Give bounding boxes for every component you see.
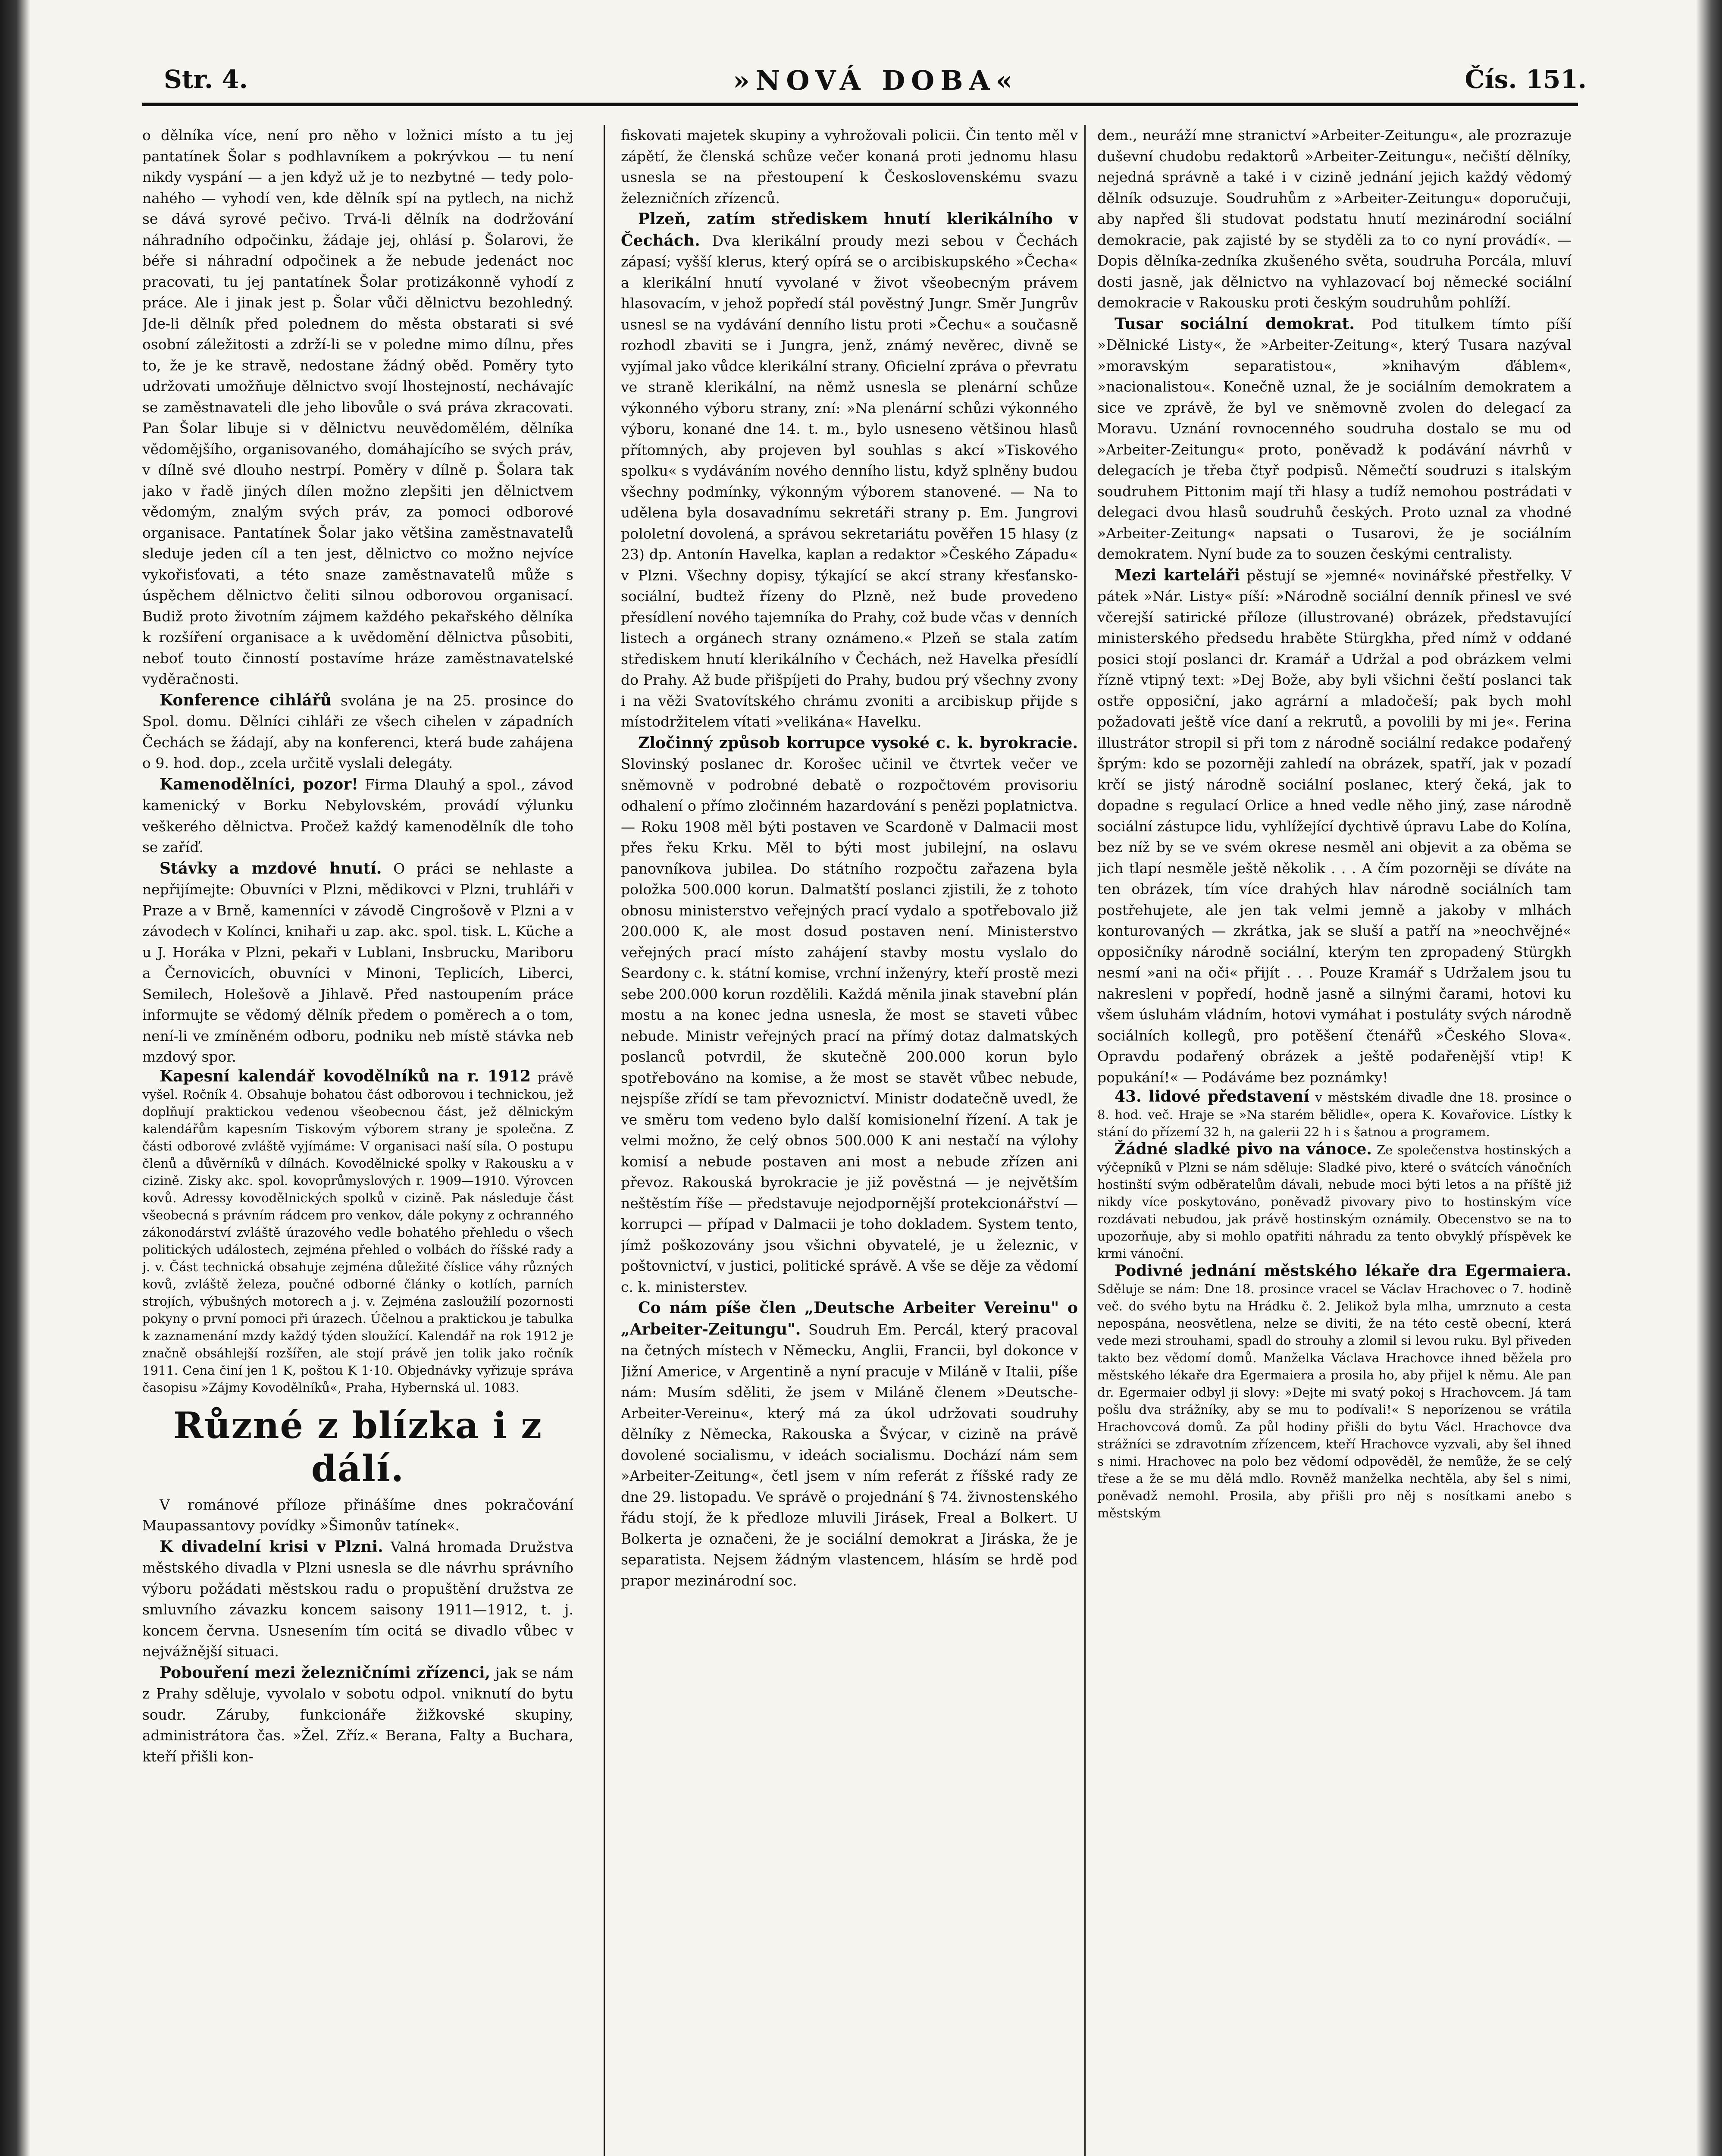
article-body: svolána je na 25. prosince do Spol. domu. Dělníci cihláři ze všech cihelen v západních Čechách se žádají, aby na konferenci, která bude zahájena o 9. hod. dop., zcela určitě vyslali delegáty.: [142, 692, 573, 771]
article-body: Firma Dlauhý a spol., závod kamenický v Borku Nebylovském, provádí výlunku veškerého dělnictva. Pročež každý kamenodělník dle toho se zaříď.: [142, 776, 573, 856]
article-body: Sděluje se nám: Dne 18. prosince vracel se Václav Hrachovec o 7. hodině več. do svého bytu na Hrádku č. 2. Jelikož byla mlha, umrznuto a cesta nepospána, neosvětlena, nelze se diviti, že na této cestě obecní, která vede mezi strouhami, spadl do strouhy a zlomil si levou ruku. Byl přiveden takto bez vědomí domů. Manželka Václava Hrachovce ihned běžela pro městského lékaře dra Egermaiera a prosila ho, aby přijel k němu. Ale pan dr. Egermaier odbyl ji slovy: »Dejte mi svatý pokoj s Hrachovcem. Já tam pošlu dva strážníky, aby se mu to podívali!« S neporízenou se vrátila Hrachovcová domů. Za půl hodiny přišli do bytu Václ. Hrachovce dva strážníci se zdravotním zřízencem, kteří Hrachovce vyzvali, aby šel ihned s nimi. Hrachovec na polo bez vědomí odpověděl, že nemůže, že se celý třese a že se mu dělá mdlo. Rovněž manželka nechtěla, aby šel s nimi, poněvadž nemohl. Prosila, aby přišli pro něj s nosítkami anebo s městským: [1097, 1282, 1572, 1520]
article-heading: Co nám píše člen „Deutsche Arbeiter Vereinu" o „Arbeiter-Zeitungu".: [621, 1299, 1078, 1338]
article-body: Pod titulkem tímto píší »Dělnické Listy«, že »Arbeiter-Zeitung«, který Tusara nazýval »moravským separatistou«, »knihavým ďáblem«, »nacionalistou«. Konečně uznal, že je sociálním demokratem a sice ve zprávě, že byl ve sněmovně zvolen do delegací za Moravu. Uznání rovnocenného soudruha dostalo se mu od »Arbeiter-Zeitungu« proto, poněvadž k podávání návrhů v delegacích je třeba čtyř podpisů. Němečtí soudruzi s italským soudruhem Pittonim mají tři hlasy a tudíž nemohou postrádati v delegaci dvou hlasů soudruhů českých. Proto uznal za vhodné »Arbeiter-Zeitung« napsati o Tusarovi, že je sociálním demokratem. Nyní bude za to souzen českými centralisty.: [1097, 315, 1572, 562]
scan-left-edge: [0, 0, 30, 2156]
article-podivne-jednani: [1097, 1262, 1572, 1522]
article-divadelni-krise: [142, 1536, 573, 1662]
article-pobouřeni: [142, 1662, 573, 1767]
column-3: [1097, 125, 1572, 2156]
column-2: [621, 125, 1078, 2156]
article-paragraph: fiskovati majetek skupiny a vyhrožovali policii. Čin tento měl v zápětí, že členská schůze večer konaná proti jednomu hlasu usnesla se na přestoupení k Československému svazu železničních zřízenců.: [621, 127, 1078, 207]
article-konference: [142, 690, 573, 774]
article-body: jak se nám z Prahy sděluje, vyvolalo v sobotu odpol. vniknutí do bytu soudr. Záruby, funkcionáře žižkovské skupiny, administrátora čas. »Žel. Zříz.« Berana, Falty a Buchara, kteří přišli kon-: [142, 1664, 573, 1765]
article-body: Ze společenstva hostinských a výčepníků v Plzni se nám sděluje: Sladké pivo, které o svátcích vánočních hostinští svým odběratelům dávali, nebude moci býti letos a na příště již nikdy více poskytováno, poněvadž pivovary pivo to hostinským více rozdávati nebudou, jak právě hostinským oznámily. Obecenstvo se na to upozorňuje, aby si mohlo opatřiti náhradu za tento obvyklý příspěvek ke krmi vánoční.: [1097, 1143, 1572, 1261]
article-heading: Mezi karteláři: [1115, 566, 1240, 584]
article-mezi-kartelari: [1097, 565, 1572, 1088]
article-heading: Tusar sociální demokrat.: [1115, 314, 1355, 333]
article-heading: K divadelní krisi v Plzni.: [160, 1537, 383, 1556]
article-paragraph: o dělníka více, není pro něho v ložnici místo a tu jej pantatínek Šolar s podhlavníkem a pokrývkou — tu není nikdy vyspání — a jen když už je to nezbytné — tedy polo-nahého — vyhodí ven, kde dělník spí na pytlech, na nichž se dává syrové pečivo. Trvá-li dělník na dodržování náhradního odpočinku, žádaje jej, ohlásí p. Šolarovi, že béře si náhradní odpočinek a že nebude jedenáct noc pracovati, tu jej pantatínek Šolar protizákonně vyhodí z práce. Ale i jinak jest p. Šolar vůči dělnictvu bezohledný. Jde-li dělník před polednem do města obstarati si své osobní záležitosti a zdrží-li se v poledne mimo dílnu, přes to, že je ke stravě, nedostane žádný oběd. Poměry tyto udržovati umožňuje dělnictvo svojí lhostejností, nechávajíc se zaměstnavateli dle jeho libovůle o svá práva zkracovati. Pan Šolar libuje si v dělnictvu neuvědomělém, dělníka vědomějšího, organisovaného, domáhajícího se svých práv, v dílně své dlouho nestrpí. Poměry v dílně p. Šolara tak jako v řadě jiných dílen možno zlepšiti jen dělnictvem vědomým, znalým svých práv, za pomoci odborové organisace. Pantatínek Šolar jako většina zaměstnavatelů sleduje jeden cíl a ten jest, dělnictvo co možno nejvíce vykořisťovati, a této snaze zaměstnavatelů může s úspěchem dělnictvo čeliti silnou odborovou organisací. Budiž proto životním zájmem každého pekařského dělníka k rozšíření organisace a k uvědomění dělnictva působiti, neboť touto činností postavíme hráze zaměstnavatelské vyděračnosti.: [142, 127, 573, 687]
article-heading: Kapesní kalendář kovodělníků na r. 1912: [160, 1067, 531, 1085]
article-kamenodelnici: [142, 774, 573, 858]
article-heading: Podivné jednání městského lékaře dra Egermaiera.: [1115, 1262, 1572, 1280]
page-header: [164, 65, 1587, 103]
column-divider: [604, 125, 605, 2156]
column-divider: [1084, 125, 1086, 2156]
masthead-title: »NOVÁ DOBA«: [733, 65, 1019, 96]
article-body: Slovinský poslanec dr. Korošec učinil ve čtvrtek večer ve sněmovně v podrobné debatě o rozpočtovém provisoriu odhalení o přímo zločinném hazardování s penězi poplatnictva.— Roku 1908 měl býti postaven ve Scardoně v Dalmacii most přes řeku Krku. Měl to býti most jubilejní, na oslavu panovníkova jubilea. Do státního rozpočtu zařazena byla položka 500.000 korun. Dalmatští poslanci zjistili, že z tohoto obnosu ministerstvo veřejných prací vydalo a spotřebovalo již 200.000 K, ale most dosud postaven není. Ministerstvo veřejných prací místo zahájení stavby mostu vyslalo do Seardony c. k. státní komise, vrchní inženýry, kteří prostě mezi sebe 200.000 korun rozdělili. Každá měnila jinak stavební plán mostu a na konec jedna usnesla, že most se staveti vůbec nebude. Ministr veřejných prací na přímý dotaz dalmatských poslanců potvrdil, že skutečně 200.000 korun bylo spotřebováno na komise, a že most se stavět vůbec nebude, nejspíše zřídí se tam převoznictví. Ministr dodatečně uvedl, že ve směru tom vedeno bylo další komisionelní řízení. A tak je velmi možno, že celý obnos 500.000 K ani nestačí na výlohy komisí a nebude postaven ani most a nebude zřízen ani převoz. Rakouská byrokracie je již pověstná — je největším neštěstím říše — představuje nejodpornější protekcionářství — korrupci — případ v Dalmacii je toho dokladem. System tento, jímž poškozovány jsou všichni obyvatelé, je u železnic, v poštovnictví, v justici, politické správě. A vše se děje za vědomí c. k. ministerstev.: [621, 755, 1078, 1295]
header-rule: [142, 103, 1578, 106]
article-paragraph: dem., neuráží mne stranictví »Arbeiter-Zeitungu«, ale prozrazuje duševní chudobu redaktorů »Arbeiter-Zeitungu«, nečiští dělníky, nejedná správně a také i v cizině jednání jejich každý vědomý dělník odsuzuje. Soudruhům z »Arbeiter-Zeitungu« doporučuji, aby napřed šli studovat podstatu hnutí mezinárodní sociální demokracie, pak zajisté by se styděli za to co nyní provádí«. — Dopis dělníka-zedníka zkušeného světa, soudruha Porcála, mluví dosti jasně, jak dělnictvo na vyhlazovací boj německé sociální demokracie v Rakousku proti českým soudruhům pohlíží.: [1097, 127, 1572, 311]
article-heading: Konference cihlářů: [160, 691, 332, 709]
article-heading: Žádné sladké pivo na vánoce.: [1115, 1140, 1372, 1158]
article-sladke-pivo: [1097, 1141, 1572, 1262]
article-heading: Kamenodělníci, pozor!: [160, 775, 359, 793]
article-heading: Pobouření mezi železničními zřízenci,: [160, 1663, 491, 1682]
article-body: Valná hromada Družstva městského divadla v Plzni usnesla se dle návrhu správního výboru požádati městskou radu o propuštění družstva ze smluvního závazku koncem saisony 1911—1912, t. j. koncem června. Usnesením tím ocitá se divadlo vůbec v nejvážnější situaci.: [142, 1538, 573, 1660]
article-tusar: [1097, 313, 1572, 565]
article-heading: 43. lidové představení: [1115, 1087, 1310, 1106]
article-body: Soudruh Em. Percál, který pracoval na četných místech v Německu, Anglii, Francii, byl dokonce v Jižní Americe, v Argentině a nyní pracuje v Miláně v Italii, píše nám: Musím sděliti, že jsem v Miláně členem »Deutsche-Arbeiter-Vereinu«, který má za úkol udržovati soudruhy dělníky z Německa, Rakouska a Švýcar, v cizině na právě dovolené socialismu, v ideách socialismu. Dochází nám sem »Arbeiter-Zeitung«, četl jsem v ním referát z říšské rady ze dne 29. listopadu. Ve správě o projednání § 74. živnostenského řádu stojí, že k předloze mluvili Jirásek, Freal a Bolkert. U Bolkerta je označeni, že je sociální demokrat a Jiráska, že je separatista. Nejsem žádným vlastencem, hlásím se hrdě pod prapor mezinárodní soc.: [621, 1321, 1078, 1589]
scan-right-edge: [1696, 0, 1722, 2156]
article-heading: Plzeň, zatím střediskem hnutí klerikálního v Čechách.: [621, 210, 1078, 250]
article-lidove-predstaveni: [1097, 1088, 1572, 1141]
article-body: pěstují se »jemné« novinářské přestřelky. V pátek »Nár. Listy« píší: »Národně sociální denník přinesl ve své včerejší satirické příloze (illustrované) obrázek, představující ministerského předsedu hraběte Stürgkha, před nímž v oddané posici stojí poslanci dr. Kramář a Udržal a pod obrázkem velmi řízně vtipný text: »Dej Bože, aby byli všichni čeští poslanci tak ostře opposiční, jako agrární a mladočeší; pak bych mohl požadovati ještě více daní a rekrutů, a povolili by mi je«. Ferina illustrátor stropil si při tom z národně sociální redakce podařený šprým: kdo se pozorněji zahledí na obrázek, spatří, jak v pozadí krčí se jistý národně sociální poslanec, který čeká, jak to dopadne s regulací Orlice a hned vedle něho jiný, zase národně sociální zástupce lidu, vyhlížející dychtivě úpravu Labe do Kolína, bez níž by se ve svém okrese nesměl ani objevit a za oběma se jich tlapí nesměle ještě několik . . . A čím pozorněji se díváte na ten obrázek, tím více drahých hlav národně sociálních tam postřehujete, ale jen tak velmi jemně a jakoby v mlhách konturovaných — zkrátka, jak se sluší a patří na »neochvějné« opposičníky národně sociální, kterým ten zpropadený Stürgkh nesmí »ani na oči« přijít . . . Pouze Kramář s Udržalem jsou tu nakresleni v popředí, hodně jasně a silnými čarami, hotovi ku všem úsluhám vládním, hotovi vymáhat i postuláty svých národně sociálních kollegů, pro potěšení čtenářů »Českého Slova«. Opravdu podařený obrázek a ještě podařenější vtip! K popukání!« — Podáváme bez poznámky!: [1097, 567, 1572, 1086]
article-body: O práci se nehlaste a nepřijímejte: Obuvníci v Plzni, mědikovci v Plzni, truhláři v Praze a v Brně, kamenníci v závodě Cingrošově v Plzni a v závodech v Kolínci, knihaři u zap. akc. spol. tisk. L. Küche a u J. Horáka v Plzni, pekaři v Lublani, Insbrucku, Mariboru a Černovicích, obuvníci v Minoni, Teplicích, Liberci, Semilech, Holešově a Jihlavě. Před nastoupením práce informujte se vědomý dělník předem o poměrech a o tom, není-li ve zmíněném odboru, podniku neb místě stávka neb mzdový spor.: [142, 860, 573, 1065]
article-body: Dva klerikální proudy mezi sebou v Čechách zápasí; vyšší klerus, který opírá se o arcibiskupského »Čecha« a klerikální hnutí vyvolané v život všeobecným právem hlasovacím, v jehož popředí stál pověstný Jungr. Směr Jungrův usnesl se na vydávání denního listu proti »Čechu« a současně rozhodl zbaviti se i Jungra, jenž, známý nevěrec, divně se vyjímal jako vůdce klerikální strany. Oficielní zpráva o převratu ve straně klerikální, na němž usnesla se plenární schůze výkonného výboru strany, zní: »Na plenární schůzi výkonného výboru, konané dne 14. t. m., bylo usneseno většinou hlasů přítomných, aby projeven byl souhlas s akcí »Tiskového spolku« s vydáváním nového denního listu, když splněny budou všechny podmínky, výkonným výborem stanovené. — Na to udělena byla dosavadnímu sekretáři strany p. Em. Jungrovi pololetní dovolená, a správou sekretariátu pověřen 15 hlasy (z 23) dp. Antonín Havelka, kaplan a redaktor »Českého Západu« v Plzni. Všechny dopisy, týkající se akcí strany křesťansko-sociální, budtež řízeny do Plzně, než bude provedeno přesídlení nového tajemníka do Prahy, což bude včas v denních listech a orgánech strany oznámeno.« Plzeň se stala zatím střediskem hnutí klerikálního v Čechách, než Havelka přesídlí do Prahy. Až bude přišpíjeti do Prahy, budou prý všechny zvony i na věži Svatovítského chrámu zvoniti a arcibiskup přijde s místodržitelem vítati »velikána« Havelku.: [621, 232, 1078, 730]
page-number: Str. 4.: [164, 65, 248, 94]
article-deutsche-arbeiter: [621, 1297, 1078, 1591]
article-body: právě vyšel. Ročník 4. Obsahuje bohatou část odborovou i technickou, jež doplňují praktickou vedenou všeobecnou část, jež dělnickým kalendářům kapesním Tiskovým výborem strany je společna. Z části odborové zvláště vyjímáme: V organisaci naší síla. O postupu členů a důvěrníků v dílnách. Kovodělnické spolky v Rakousku a v cizině. Zisky akc. spol. kovoprůmyslových r. 1909—1910. Výrovcen kovů. Adressy kovodělnických spolků v cizině. Pak následuje část všeobecná s právním rádcem pro venkov, dále pokyny z ochranného zákonodárství zvláště úrazového vedle bohatého přehledu o všech politických událostech, zejména přehled o volbách do říšské rady a j. v. Část technická obsahuje zejména důležité číslice váhy různých kovů, zvláště železa, poučné odborné články o kotlích, parních strojích, výbušných motorech a j. v. Zejména zasloužilí pozornosti pokyny o první pomoci při úrazech. Účelnou a praktickou je tabulka k zaznamenání mzdy každý týden sloužící. Kalendář na rok 1912 je značně obsáhlejší rozšířen, ale stojí právě jen tolik jako ročník 1911. Cena činí jen 1 K, poštou K 1·10. Objednávky vyřizuje správa časopisu »Zájmy Kovodělníků«, Praha, Hybernská ul. 1083.: [142, 1069, 573, 1395]
section-title: Různé z blízka i z dálí.: [173, 1404, 543, 1490]
article-body: v městském divadle dne 18. prosince o 8. hod. več. Hraje se »Na starém bělidle«, opera K. Kovařovice. Lístky k stání do přízemí 32 h, na galerii 22 h i s šatnou a programem.: [1097, 1090, 1572, 1139]
issue-number: Čís. 151.: [1465, 65, 1587, 94]
article-heading: Stávky a mzdové hnutí.: [160, 859, 382, 877]
column-1: [142, 125, 573, 2156]
article-kapesni-kalendar: [142, 1068, 573, 1396]
article-heading: Zločinný způsob korrupce vysoké c. k. byrokracie.: [638, 733, 1078, 752]
article-stavky: [142, 858, 573, 1068]
article-plzen-klerikalni: [621, 209, 1078, 733]
article-korrupce: [621, 733, 1078, 1298]
article-romanova-priloha: V románové příloze přinášíme dnes pokračování Maupassantovy povídky »Šimonův tatínek«.: [142, 1496, 573, 1534]
